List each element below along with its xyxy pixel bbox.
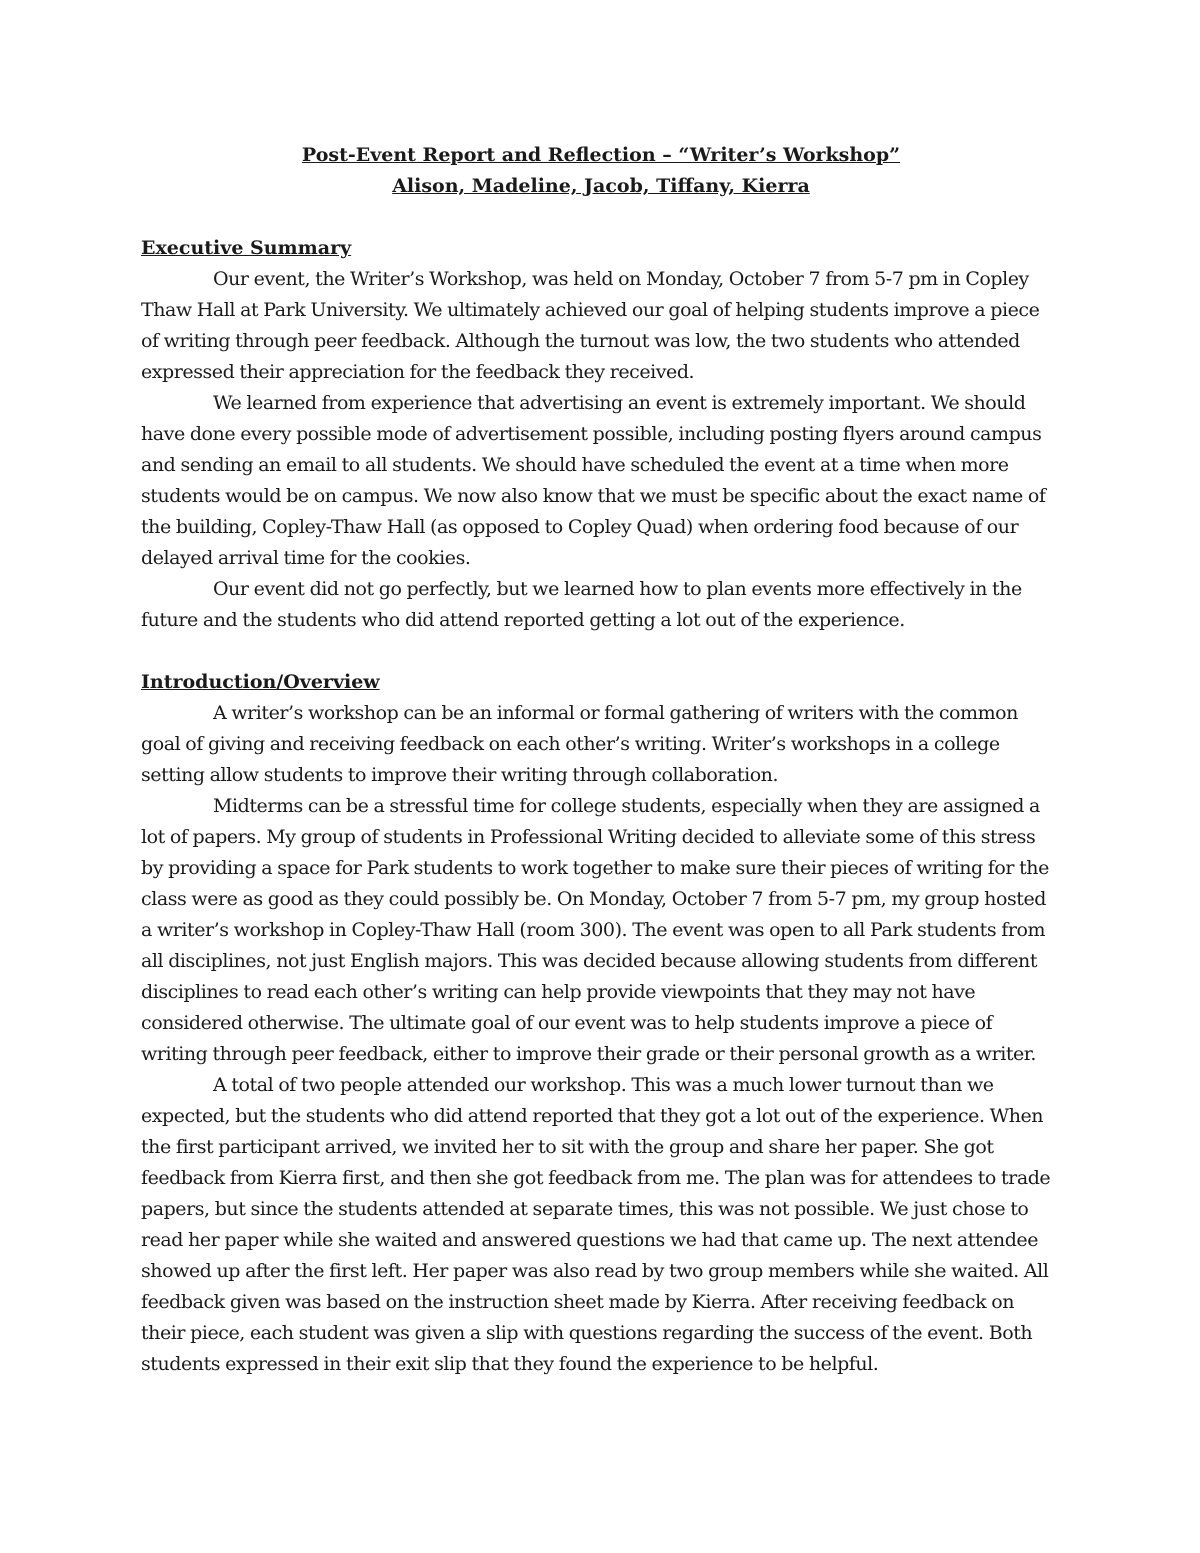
document-body bbox=[141, 140, 1061, 1380]
paragraph: A writer’s workshop can be an informal or formal gathering of writers with the common goal of giving and receiving feedback on each other’s writing. Writer’s workshops in a college setting allow students to improve their writing through collaboration. bbox=[141, 702, 1018, 786]
blank-line bbox=[141, 202, 1061, 233]
paragraph: A total of two people attended our workshop. This was a much lower turnout than we expected, but the students who did attend reported that they got a lot out of the experience. When the first participant arrived, we invited her to sit with the group and share her paper. She got feedback from Kierra first, and then she got feedback from me. The plan was for attendees to trade papers, but since the students attended at separate times, this was not possible. We just chose to read her paper while she waited and answered questions we had that came up. The next attendee showed up after the first left. Her paper was also read by two group members while she waited. All feedback given was based on the instruction sheet made by Kierra. After receiving feedback on their piece, each student was given a slip with questions regarding the success of the event. Both students expressed in their exit slip that they found the experience to be helpful. bbox=[141, 1074, 1051, 1375]
section-heading: Executive Summary bbox=[141, 237, 352, 259]
paragraph: Midterms can be a stressful time for college students, especially when they are assigned a lot of papers. My group of students in Professional Writing decided to alleviate some of this stress by providing a space for Park students to work together to make sure their pieces of writing for the class were as good as they could possibly be. On Monday, October 7 from 5-7 pm, my group hosted a writer’s workshop in Copley-Thaw Hall (room 300). The event was open to all Park students from all disciplines, not just English majors. This was decided because allowing students from different disciplines to read each other’s writing can help provide viewpoints that they may not have considered otherwise. The ultimate goal of our event was to help students improve a piece of writing through peer feedback, either to improve their grade or their personal growth as a writer. bbox=[141, 795, 1049, 1065]
paragraph: Our event did not go perfectly, but we learned how to plan events more effectively in the future and the students who did attend reported getting a lot out of the experience. bbox=[141, 578, 1022, 631]
paragraph: We learned from experience that advertising an event is extremely important. We should have done every possible mode of advertisement possible, including posting flyers around campus and sending an email to all students. We should have scheduled the event at a time when more students would be on campus. We now also know that we must be specific about the exact name of the building, Copley-Thaw Hall (as opposed to Copley Quad) when ordering food because of our delayed arrival time for the cookies. bbox=[141, 392, 1046, 569]
title-block bbox=[141, 140, 1061, 202]
document-authors: Alison, Madeline, Jacob, Tiffany, Kierra bbox=[392, 175, 810, 197]
section-introduction-overview bbox=[141, 667, 1061, 1380]
section-heading: Introduction/Overview bbox=[141, 671, 380, 693]
blank-line bbox=[141, 636, 1061, 667]
section-executive-summary bbox=[141, 233, 1061, 636]
paragraph: Our event, the Writer’s Workshop, was held on Monday, October 7 from 5-7 pm in Copley Thaw Hall at Park University. We ultimately achieved our goal of helping students improve a piece of writing through peer feedback. Although the turnout was low, the two students who attended expressed their appreciation for the feedback they received. bbox=[141, 268, 1040, 383]
document-title: Post-Event Report and Reflection – “Writer’s Workshop” bbox=[301, 144, 901, 166]
